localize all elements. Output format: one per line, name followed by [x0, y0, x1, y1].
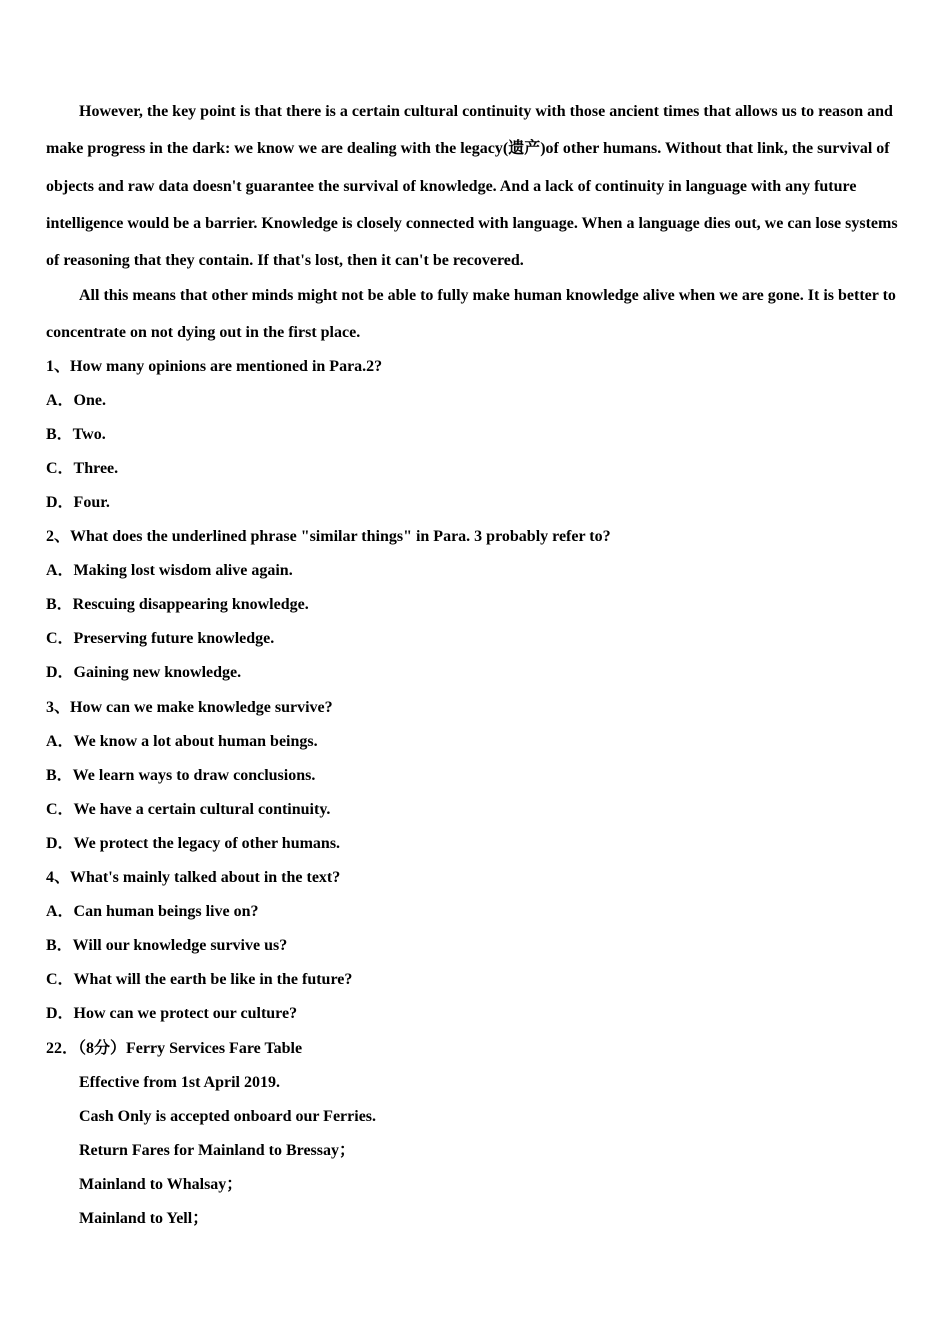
- question-2-option-c: C．Preserving future knowledge.: [46, 630, 275, 647]
- question-1-option-a: A．One.: [46, 392, 107, 409]
- question-2-option-d: D．Gaining new knowledge.: [46, 664, 242, 681]
- question-1-option-c: C．Three.: [46, 460, 119, 477]
- section-22-line-2: Cash Only is accepted onboard our Ferries.: [79, 1108, 377, 1125]
- question-2-option-b: B．Rescuing disappearing knowledge.: [46, 596, 309, 613]
- question-1-stem: 1、How many opinions are mentioned in Para.2?: [46, 358, 383, 375]
- question-3-option-d: D．We protect the legacy of other humans.: [46, 835, 341, 852]
- question-3-option-b: B．We learn ways to draw conclusions.: [46, 767, 316, 784]
- question-1-option-d: D．Four.: [46, 494, 110, 511]
- question-3-stem: 3、How can we make knowledge survive?: [46, 699, 333, 716]
- question-4-option-c: C．What will the earth be like in the future?: [46, 971, 353, 988]
- question-4-stem: 4、What's mainly talked about in the text?: [46, 869, 341, 886]
- question-3-option-a: A．We know a lot about human beings.: [46, 733, 318, 750]
- section-22-line-5: Mainland to Yell；: [79, 1210, 209, 1227]
- section-22-line-1: Effective from 1st April 2019.: [79, 1074, 280, 1091]
- question-2-option-a: A．Making lost wisdom alive again.: [46, 562, 293, 579]
- question-4-option-b: B．Will our knowledge survive us?: [46, 937, 288, 954]
- section-22-heading: 22．（8分）Ferry Services Fare Table: [46, 1040, 303, 1057]
- question-2-stem: 2、What does the underlined phrase "similar things" in Para. 3 probably refer to?: [46, 528, 611, 545]
- section-22-line-3: Return Fares for Mainland to Bressay；: [79, 1142, 355, 1159]
- question-4-option-a: A．Can human beings live on?: [46, 903, 259, 920]
- passage-paragraph-2: All this means that other minds might not be able to fully make human knowledge alive when we are gone. It is better to concentrate on not dying out in the first place.: [46, 287, 896, 342]
- question-4-option-d: D．How can we protect our culture?: [46, 1005, 298, 1022]
- passage-paragraph-1: However, the key point is that there is a certain cultural continuity with those ancient times that allows us to reason and make progress in the dark: we know we are dealing with the legacy(遗产)of other humans. Without that link, the survival of objects and raw data doesn't guarantee the survival of knowledge. And a lack of continuity in language with any future intelligence would be a barrier. Knowledge is closely connected with language. When a language dies out, we can lose systems of reasoning that they contain. If that's lost, then it can't be recovered.: [46, 103, 898, 270]
- question-3-option-c: C．We have a certain cultural continuity.: [46, 801, 331, 818]
- section-22-line-4: Mainland to Whalsay；: [79, 1176, 243, 1193]
- question-1-option-b: B．Two.: [46, 426, 106, 443]
